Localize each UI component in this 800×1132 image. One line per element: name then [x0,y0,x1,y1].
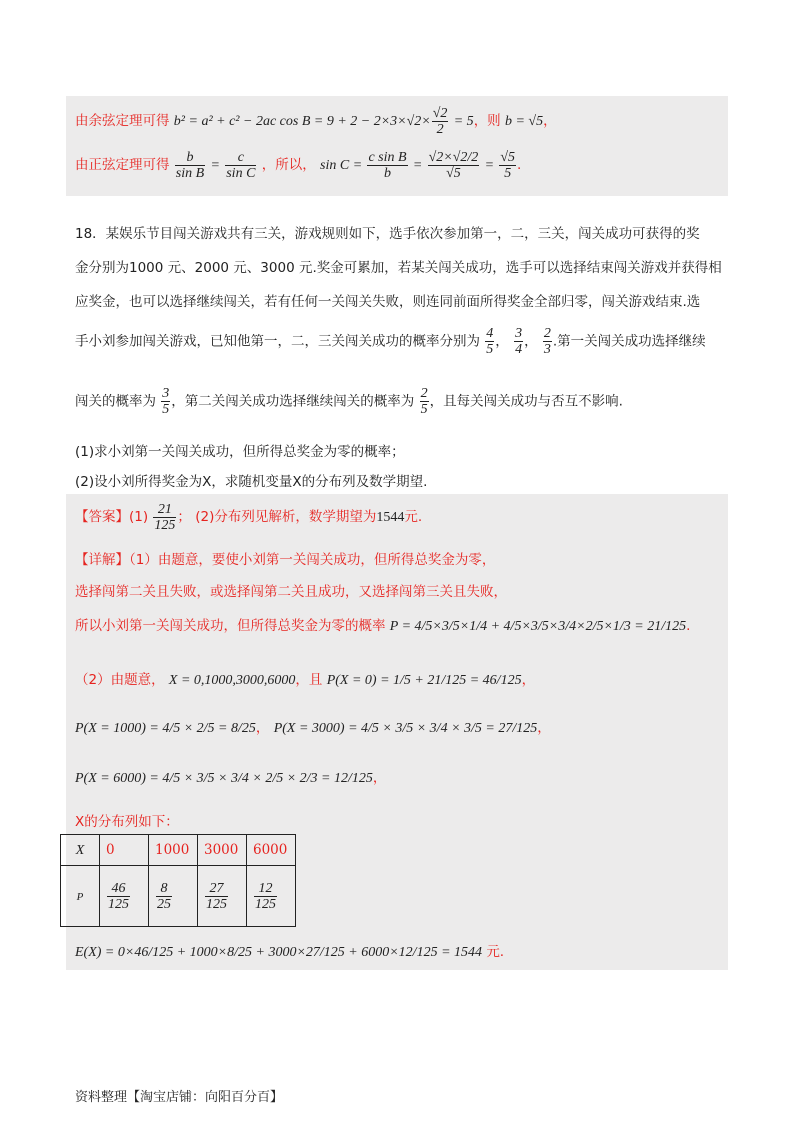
px0-expr: P(X = 0) = 1/5 + 21/125 = 46/125 [326,673,522,688]
question-line-5 [75,386,623,417]
sine-lhs: sin C = [320,158,363,173]
x-values: X = 0,1000,3000,6000 [168,673,296,688]
question-line-2: 金分别为1000 元、2000 元、3000 元.奖金可累加，若某关闯关成功，选手可以选择结束闯关游戏并获得相 [75,260,722,276]
sine-prefix: 由正弦定理可得 [75,157,170,173]
question-line-4-tail: .第一关闯关成功选择继续 [552,333,706,350]
expectation-expr: E(X) = 0×46/125 + 1000×8/25 + 3000×27/125 + 6000×12/125 = 1544 [75,945,483,960]
question-line-4-text: 手小刘参加闯关游戏，已知他第一，二，三关闯关成功的概率分别为 [75,333,480,350]
sub-question-2: (2)设小刘所得奖金为X，求随机变量X的分布列及数学期望. [75,474,428,490]
answer-frac: $\frac{21}{125}$ [154,502,176,533]
cosine-then: ，则 [473,113,501,129]
detail-line-1-text: （1）由题意，要使小刘第一关闯关成功，但所得总奖金为零， [129,552,496,568]
answer-expectation: 1544 [376,510,405,525]
prob-stage-2: $\frac{3}{4}$ [515,326,523,357]
continue-prob-2: $\frac{2}{5}$ [420,386,428,417]
answer-part-2: (2)分布列见解析，数学期望为 [195,509,377,525]
detail-p-expr: P = 4/5×3/5×1/4 + 4/5×3/5×3/4×2/5×1/3 = 21/125 [389,619,687,634]
x-value-2: 3000 [202,840,242,860]
p-value-2: $\frac{27}{125}$ [206,880,227,912]
p-header: P [76,891,84,903]
sine-frac-4: $\frac{√2\times√2/2}{√5}$ [428,150,479,181]
x-value-0: 0 [104,840,144,860]
x-cell [149,835,198,866]
detail-line-2: 选择闯第二关且失败，或选择闯第二关且成功，又选择闯第三关且失败， [75,584,507,600]
cosine-formula: b² = a² + c² − 2ac cos B = 9 + 2 − 2×3×√2× [173,114,431,129]
question-line-1: 18．某娱乐节目闯关游戏共有三关，游戏规则如下，选手依次参加第一，二，三关，闯关成功可获得的奖 [75,226,700,242]
p-cell [100,866,149,927]
prob-stage-1: $\frac{4}{5}$ [486,326,494,357]
question-line-5-text: 闯关的概率为 [75,393,156,410]
sine-frac-2: $\frac{c}{\text{sin C}}$ [226,150,256,181]
x-cell [247,835,296,866]
detail-line-6: P(X = 6000) = 4/5 × 3/5 × 3/4 × 2/5 × 2/3 = 12/125， [75,770,387,786]
px6000-expr: P(X = 6000) = 4/5 × 3/5 × 3/4 × 2/5 × 2/3 = 12/125 [75,771,373,786]
p-value-3: $\frac{12}{125}$ [255,880,276,912]
p-cell [247,866,296,927]
prob-stage-3: $\frac{2}{3}$ [543,326,551,357]
x-value-1: 1000 [153,840,193,860]
cosine-prefix: 由余弦定理可得 [75,113,170,129]
answer-sep: ； [177,509,191,525]
detail-line-3-text: 所以小刘第一关闯关成功，但所得总奖金为零的概率 [75,618,386,634]
p-value-1: $\frac{8}{25}$ [157,880,171,912]
sine-frac-5: $\frac{√5}{5}$ [500,150,516,181]
detail-line-5: P(X = 1000) = 4/5 × 2/5 = 8/25， P(X = 3000) = 4/5 × 3/5 × 3/4 × 3/5 = 27/125， [75,720,551,736]
detail-label: 【详解】 [75,552,129,568]
detail-part-2-intro: （2）由题意， [75,672,165,688]
answer-line [75,502,422,533]
answer-label: 【答案】 [75,509,129,525]
x-value-3: 6000 [251,840,291,860]
expectation-line [75,940,504,961]
sine-so: ，所以， [261,157,316,173]
cosine-frac: $\frac{√2}{2}$ [432,106,448,137]
dist-title: X的分布列如下： [75,814,179,830]
cosine-line [75,106,557,137]
detail-line-4: （2）由题意， X = 0,1000,3000,6000，且 P(X = 0) = 1/5 + 21/125 = 46/125， [75,672,536,688]
answer-part-1: (1) [129,509,149,525]
p-cell [198,866,247,927]
continue-prob-1: $\frac{3}{5}$ [162,386,170,417]
footer-source: 资料整理【淘宝店铺：向阳百分百】 [75,1090,284,1105]
answer-unit: 元. [404,509,423,525]
sine-frac-3: $\frac{\text{c sin B}}{b}$ [368,150,407,181]
question-line-4: 手小刘参加闯关游戏，已知他第一，二，三关闯关成功的概率分别为 $\frac{4}{5}$ ， $\frac{3}{4}$ ， $\frac{2}{3}$ .第一关闯关成功选择继续 [75,326,706,357]
p-value-0: $\frac{46}{125}$ [108,880,129,912]
p-cell [149,866,198,927]
sine-frac-1: $\frac{b}{\text{sin B}}$ [175,150,205,181]
px3000-expr: P(X = 3000) = 4/5 × 3/5 × 3/4 × 3/5 = 27/125 [273,721,538,736]
sine-end: . [517,157,522,173]
x-header: X [75,842,85,858]
p-header-cell [61,866,100,927]
x-header-cell [61,835,100,866]
x-cell [100,835,149,866]
detail-line-3: 所以小刘第一关闯关成功，但所得总奖金为零的概率 P = 4/5×3/5×1/4 + 4/5×3/5×3/4×2/5×1/3 = 21/125. [75,618,691,634]
table-row-p [61,866,296,927]
distribution-table [60,834,296,927]
detail-line-1 [75,548,495,568]
px1000-expr: P(X = 1000) = 4/5 × 2/5 = 8/25 [75,721,256,736]
question-line-5-tail: ，且每关闯关成功与否互不影响. [429,393,623,410]
sine-line: 由正弦定理可得 $\frac{b}{\text{sin B}}$ = $\frac{c}{\text{sin C}}$ ，所以， sin C = $\frac{\text{c sin B}}{b}$ = $\frac{√2\times√2/2}{√5}$ = $\frac{√5}{5}$ . [75,150,522,181]
cosine-result: b = √5 [504,114,544,129]
question-line-5-mid: ，第二关闯关成功选择继续闯关的概率为 [171,393,415,410]
sine-eq: = [210,158,220,173]
question-line-3: 应奖金，也可以选择继续闯关，若有任何一关闯关失败，则连同前面所得奖金全部归零，闯关游戏结束.选 [75,294,701,310]
cosine-eq: = 5 [453,114,474,129]
x-cell [198,835,247,866]
expectation-unit: 元. [486,944,505,960]
sub-question-1: (1)求小刘第一关闯关成功，但所得总奖金为零的概率； [75,444,405,460]
cosine-end: ， [543,113,557,129]
table-row-x [61,835,296,866]
detail-and: ，且 [295,672,323,688]
